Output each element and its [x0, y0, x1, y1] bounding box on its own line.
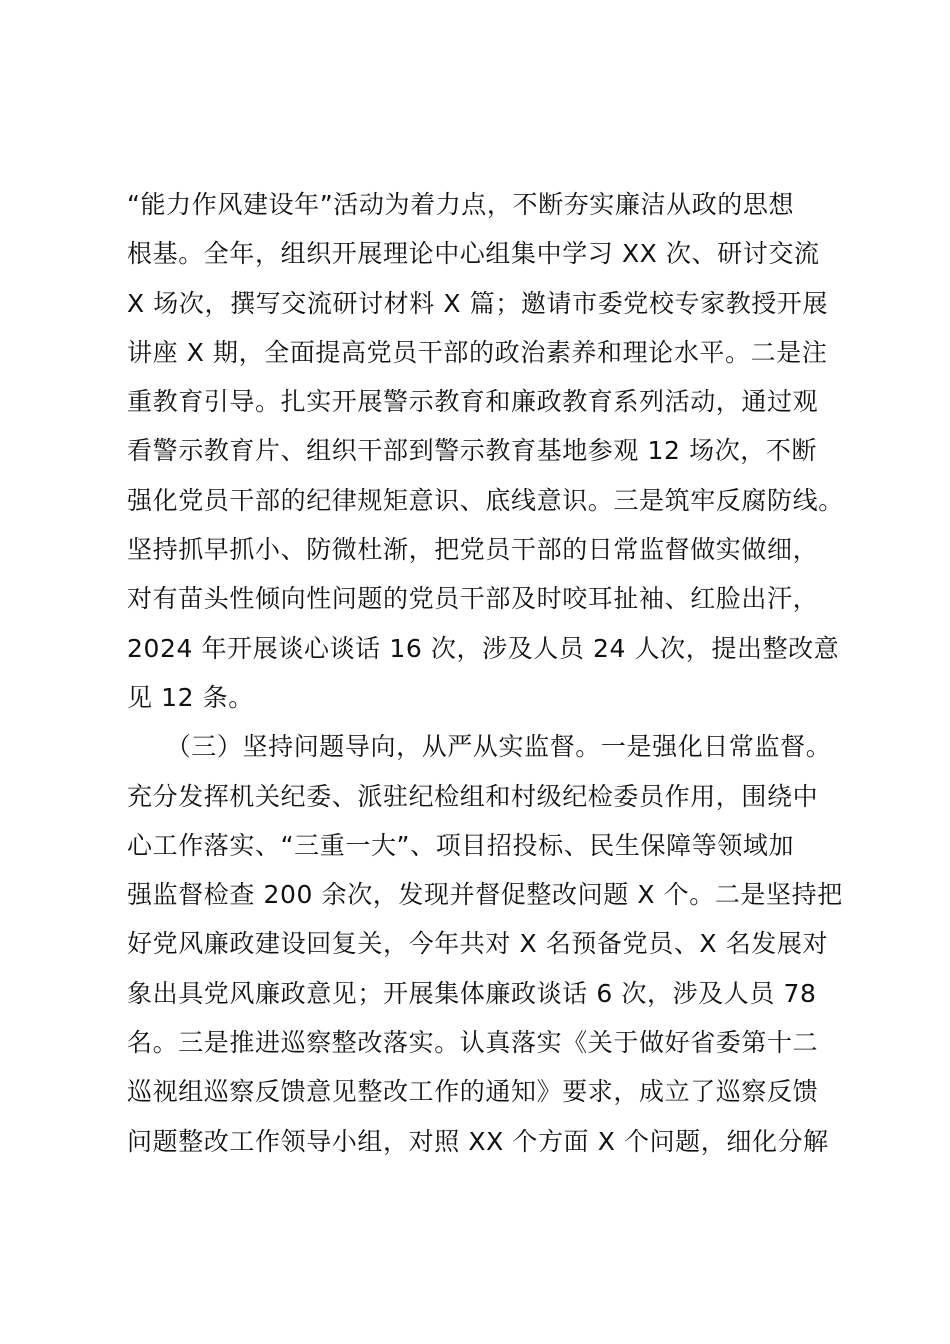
text-line: “能力作风建设年”活动为着力点，不断夯实廉洁从政的思想: [127, 190, 795, 219]
text-line: 根基。全年，组织开展理论中心组集中学习 XX 次、研讨交流: [127, 239, 820, 269]
text-line: 坚持抓早抓小、防微杜渐，把党员干部的日常监督做实做细，: [127, 535, 819, 565]
text-line: 心工作落实、“三重一大”、项目招投标、民生保障等领域加: [127, 830, 795, 860]
text-line: 充分发挥机关纪委、派驻纪检组和村级纪检委员作用，围绕中: [127, 781, 819, 811]
text-line: 见 12 条。: [127, 682, 254, 712]
document-body: [127, 180, 847, 1166]
text-line: 名。三是推进巡察整改落实。认真落实《关于做好省委第十二: [127, 1028, 819, 1058]
text-line: 问题整改工作领导小组，对照 XX 个方面 X 个问题，细化分解: [127, 1126, 829, 1156]
text-line: 强监督检查 200 余次，发现并督促整改问题 X 个。二是坚持把: [127, 880, 843, 910]
text-line: 讲座 X 期，全面提高党员干部的政治素养和理论水平。二是注: [127, 337, 828, 367]
text-line: 2024 年开展谈心谈话 16 次，涉及人员 24 人次，提出整改意: [127, 633, 840, 663]
text-line: 重教育引导。扎实开展警示教育和廉政教育系列活动，通过观: [127, 387, 819, 417]
text-line: 强化党员干部的纪律规矩意识、底线意识。三是筑牢反腐防线。: [127, 485, 844, 515]
text-line: 巡视组巡察反馈意见整改工作的通知》要求，成立了巡察反馈: [127, 1077, 819, 1107]
text-line: 好党风廉政建设回复关，今年共对 X 名预备党员、X 名发展对: [127, 929, 829, 959]
text-line: 看警示教育片、组织干部到警示教育基地参观 12 场次，不断: [127, 436, 818, 466]
text-line: 象出具党风廉政意见；开展集体廉政谈话 6 次，涉及人员 78: [127, 978, 817, 1008]
text-line: 对有苗头性倾向性问题的党员干部及时咬耳扯袖、红脸出汗，: [127, 584, 819, 614]
text-line: X 场次，撰写交流研讨材料 X 篇；邀请市委党校专家教授开展: [127, 288, 829, 318]
section-heading-line: （三）坚持问题导向，从严从实监督。一是强化日常监督。: [127, 732, 832, 762]
